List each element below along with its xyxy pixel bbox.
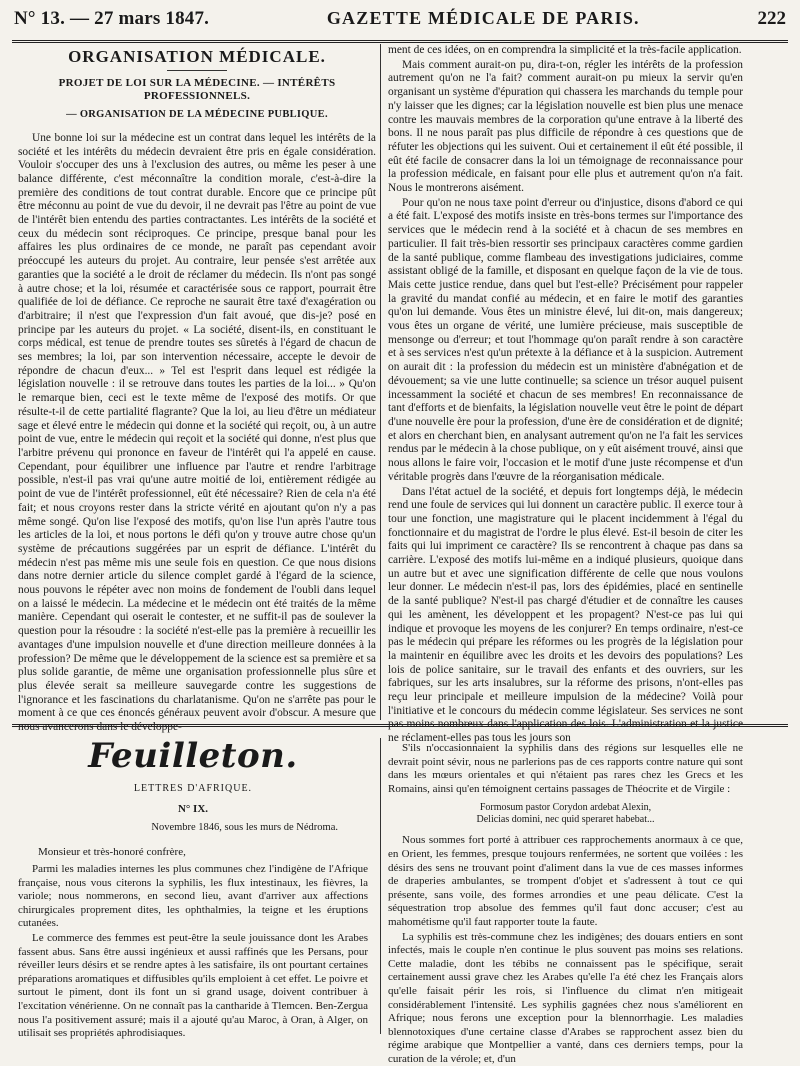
feuilleton-left-column — [18, 736, 368, 1041]
article-subtitle: PROJET DE LOI SUR LA MÉDECINE. — INTÉRÊTS PROFESSIONNELS. — [58, 76, 336, 103]
page-number: 222 — [757, 8, 786, 29]
dateline: Novembre 1846, sous les murs de Nédroma. — [151, 821, 338, 833]
column-divider — [380, 44, 381, 720]
masthead — [14, 8, 786, 38]
article-paragraph: Dans l'état actuel de la société, et depuis fort longtemps déjà, le médecin rend une foule de services qui lui donnent un caractère public. Il exerce tour à tour une fonction, une magistrature qui le placent incidemment à l'égal du fonctionnaire et du magistrat de l'ordre le plus élevé. Est-il besoin de citer les faits qui lui impriment ce caractère? Ils se rencontrent à chaque pas dans sa carrière. L'exposé des motifs lui-même en a indiqué plusieurs, quoique dans un autre but et avec une signification différente de celle que nous voulons leur donner. Le médecin n'est-il pas, lors des épidémies, placé en sentinelle de la santé publique? N'est-il pas chargé d'étudier et de connaître les causes qui les amènent, les développent et les propagent? N'est-ce pas lui qui indique et provoque les moyens de les conjurer? En temps ordinaire, n'est-ce pas le médecin qui prépare les réformes ou les progrès de la législation pour la maintenir en équilibre avec les droits et les devoirs des populations? Les lois de police sanitaire, sur le travail des enfants et des ouvriers, sur les fabriques, sur les arts insalubres, sur la réforme des prisons, n'ont-elles pas reçu leur principale et meilleure impulsion de la médecine? Voilà pour l'initiative et le concours du médecin comme législateur. Ses services ne sont pas moins nombreux dans l'application des lois. L'administration et la justice ne réclament-elles pas tous les jours son — [388, 485, 743, 745]
quote-line: Delicias domini, nec quid speraret habebat... — [476, 814, 655, 826]
feuilleton-paragraph: Nous sommes fort porté à attribuer ces rapprochements anormaux à ce que, en Orient, les femmes, presque toujours renfermées, ne sortent que voilées : les désirs des sens ne trouvant point d'aliment dans la vue de ces masses informes de draperies ambulantes, se trompent d'objet et s'adressent à tout ce qui présente, sans voile, des formes arrondies et une peau délicate. C'est la séquestration trop absolue des femmes qu'il faut donc accuser; c'est au mahométisme qu'il faut rapporter toute la faute. — [388, 834, 743, 928]
article-paragraph: ment de ces idées, on en comprendra la simplicité et la très-facile application. — [388, 44, 742, 56]
section-title: ORGANISATION MÉDICALE. — [68, 47, 326, 66]
article-paragraph: Une bonne loi sur la médecine est un contrat dans lequel les intérêts de la société et les intérêts du médecin devraient être pris en égale considération. Vouloir s'occuper des uns à l'exclusion des autres, ou même les peser à une balance différente, c'est méconnaître la condition morale, c'est-à-dire la première des conditions de tout contrat durable. Encore que ce principe pût être méconnu au point de vue du devoir, il ne devrait pas l'être au point de vue de l'intérêt bien entendu des parties contractantes. Les intérêts de la société et ceux du médecin sont réciproques. Ce principe, presque banal pour les affaires les plus ordinaires de ce monde, ne paraît pas cependant avoir préoccupé les auteurs du projet. Au contraire, leur pensée s'est arrêtée aux garanties que la société a le droit de réclamer du médecin. Ils n'ont pas songé à autre chose; et la loi, résumée et caractérisée sous ce rapport, pourrait être qualifiée de loi de défiance. Ce reproche ne saurait être taxé d'exagération ou d'arbitraire; il n'est que l'expression d'un fait avoué, que dis-je? posé en principe par les auteurs du projet. « La société, disent-ils, en constituant le corps médical, est tenue de prendre toutes ses sûretés à l'égard de chacun de ses membres; la loi, par son intervention nécessaire, accepte le devoir de répondre de chacun d'eux... » Tel est l'esprit dans lequel est rédigée la législation nouvelle : il se retrouve dans toutes les parties de la loi... » Qu'on le remarque bien, ceci est le texte même de l'exposé des motifs. Or que résulte-t-il de cette partialité flagrante? Que la loi, au lieu d'être un médiateur sage et élevé entre le médecin qui donne et la société qui reçoit, ou, à un autre point de vue, entre le médecin qui reçoit et la société qui donne, n'est plus que l'arbitre prévenu qui prononce en faveur de l'intérêt qui l'a appelé en cause. Cependant, pour équilibrer une influence par l'autre et rendre l'arbitrage possible, n'est-il pas vrai qu'une autre moitié de loi, entièrement rédigée au point de vue de l'intérêt professionnel, eût été nécessaire? Rien de cela n'a été fait; et nous croyons rester dans la stricte vérité en ajoutant qu'on n'y a pas même songé. Qu'on lise l'exposé des motifs, qu'on lise l'un après l'autre tous les articles de la loi, et nous portons le défi qu'on y trouve autre chose qu'un système de précautions suggérées par un esprit de défiance. L'intérêt du médecin n'est pas même mis une seule fois en question. Ce que nous disions dans notre dernier article du silence complet gardé à l'égard de la science, nous pouvons le répéter avec non moins de fondement de l'oubli dans lequel on a laissé le médecin. La médecine et le médecin ont été traités de la même manière. Cependant qui oserait le contester, et ne suffit-il pas de soulever la question pour la résoudre : la société n'est-elle pas la première à recueillir les avantages d'une impulsion nouvelle et d'une direction meilleure données à la profession? De même que le développement de la science est sa première et sa plus solide garantie, de même une organisation professionnelle plus sûre et plus élevée serait sa meilleure sauvegarde contre les suggestions de l'ignorance et les fascinations du charlatanisme. Qu'on ne s'arrête pas pour le moment à ce que ces énoncés généraux peuvent avoir d'obscur. A mesure que nous avancerons dans le développe- — [18, 131, 376, 734]
quote-line: Formosum pastor Corydon ardebat Alexin, — [479, 802, 652, 814]
article-subtitle-2: — ORGANISATION DE LA MÉDECINE PUBLIQUE. — [66, 109, 328, 121]
article-paragraph: Pour qu'on ne nous taxe point d'erreur ou d'injustice, disons d'abord ce qui a été fait. L'exposé des motifs insiste en très-bons termes sur l'importance des services que le médecin rend à la société et à chacun de ses membres en particulier. Il fait très-bien ressortir ses principaux caractères comme gardien de la santé publique, comme flambeau des investigations judiciaires, comme assistant obligé de la famille, et disposant en quelque façon de la vie de tous. Mais cette justice rendue, dans quel but l'est-elle? Précisément pour rappeler la gravité du mandat confié au médecin, et en faire le motif des garanties qu'on lui demande. Vous êtes un ministre élevé, lui dit-on, mais dangereux; vous êtes un organe de vérité, une lumière précieuse, mais susceptible de mensonge ou d'erreur; et tout l'hommage qu'on paraît rendre à son caractère et à ses services n'est qu'un prétexte à la défiance et à la suspicion. Autrement on aurait dit : la profession du médecin est un ministère d'abnégation et de dévouement; sa vie une lutte continuelle; sa science un trésor auquel puisent incessamment la société et chacun de ses membres! En reconnaissance de tant d'efforts et de bienfaits, la législation nouvelle veut être le point de départ d'une nouvelle ère pour la profession, d'une ère de considération et de dignité; et alors en cherchant bien, en analysant autrement qu'on ne l'a fait les services rendus par le médecin à la chose publique, on y eût aisément trouvé, ainsi que nous allons le faire voir, l'occasion et le motif d'une juste récompense et d'un véritable progrès dans l'œuvre de la réorganisation médicale. — [388, 196, 743, 483]
masthead-rule — [12, 40, 788, 43]
article-paragraph: Mais comment aurait-on pu, dira-t-on, régler les intérêts de la profession autrement qu'on ne l'a fait? comment aurait-on pu mieux la servir qu'en organisant un système d'épuration qui chassera les marchands du temple pour n'y laisser que les dignes; car la législation nouvelle est bien plus une menace contre les mauvais membres de la corporation qu'une entrave à la liberté des bons. Il ne nous paraît pas plus difficile de répondre à ces questions que de réfuter les objections qui les suivent. Oui et certainement il eût été possible, il eût été facile de consacrer dans la loi un témoignage de reconnaissance pour la profession médicale, en faisant pour elle plus et autrement qu'on n'a fait. Nous le montrerons aisément. — [388, 58, 743, 195]
salutation: Monsieur et très-honoré confrère, — [38, 846, 186, 859]
series-title: LETTRES D'AFRIQUE. — [133, 782, 253, 794]
letter-number: N° IX. — [177, 803, 209, 816]
latin-quote — [388, 802, 743, 826]
feuilleton-rule — [12, 724, 788, 727]
feuilleton-paragraph: S'ils n'occasionnaient la syphilis dans des régions sur lesquelles elle ne devrait point sévir, nous ne parlerions pas de ces rapports contre nature qui sont dans les mœurs orientales et qui n'étaient pas rares chez les Grecs et les Romains, ainsi qu'en témoignent certains passages de Théocrite et de Virgile : — [388, 742, 743, 795]
feuilleton-paragraph: Parmi les maladies internes les plus communes chez l'indigène de l'Afrique française, nous vous citerons la syphilis, les flux intestinaux, les fièvres, la variole; nous nommerons, en second lieu, avant d'arriver aux affections chirurgicales proprement dites, les ophthalmies, la teigne et les éruptions cutanées. — [18, 862, 368, 930]
feuilleton-column-divider — [380, 738, 381, 1034]
feuilleton-right-column — [388, 742, 743, 1066]
article-left-column — [18, 46, 376, 735]
article-right-column — [388, 44, 743, 746]
issue-number-date: N° 13. — 27 mars 1847. — [14, 8, 210, 29]
feuilleton-paragraph: La syphilis est très-commune chez les indigènes; des douars entiers en sont infectés, mais le couple n'en continue le plus souvent pas moins ses relations. Cette maladie, dont les tébibs ne connaissent pas le spécifique, serait certainement aussi grave chez les Arabes qu'elle l'a été chez les Français alors qu'elle faisait périr les rois, si l'influence du climat n'en mitigeait considérablement l'intensité. Les syphilis gagnées chez nous s'améliorent en Afrique; nous ferons une exception pour la blennorrhagie. Les maladies blennotoxiques d'une certaine classe d'Arabes se rapprochent assez bien du régime arabique que Montpellier a vanté, dans ces derniers temps, pour la curation de la vérole; et, d'un — [388, 930, 743, 1065]
feuilleton-paragraph: Le commerce des femmes est peut-être la seule jouissance dont les Arabes fassent abus. Sans être aussi ingénieux et aussi raffinés que les Persans, pour réveiller leurs désirs et se rendre aptes à les satisfaire, ils ont pourtant certaines préparations aromatiques et diffusibles qu'ils emploient à cet effet. Le poivre et surtout le piment, dont ils font un si grand usage, doivent contribuer à l'excitation vénérienne. On ne connaît pas la cantharide à Tlemcen. Ben-Zergua nous l'a positivement assuré; mais il a ajouté qu'au Maroc, à Oran, à Alger, on utilisait ses propriétés aphrodisiaques. — [18, 931, 368, 1040]
feuilleton-title: Feuilleton. — [88, 736, 298, 776]
newspaper-title: GAZETTE MÉDICALE DE PARIS. — [326, 8, 640, 28]
title-rule — [167, 70, 227, 71]
